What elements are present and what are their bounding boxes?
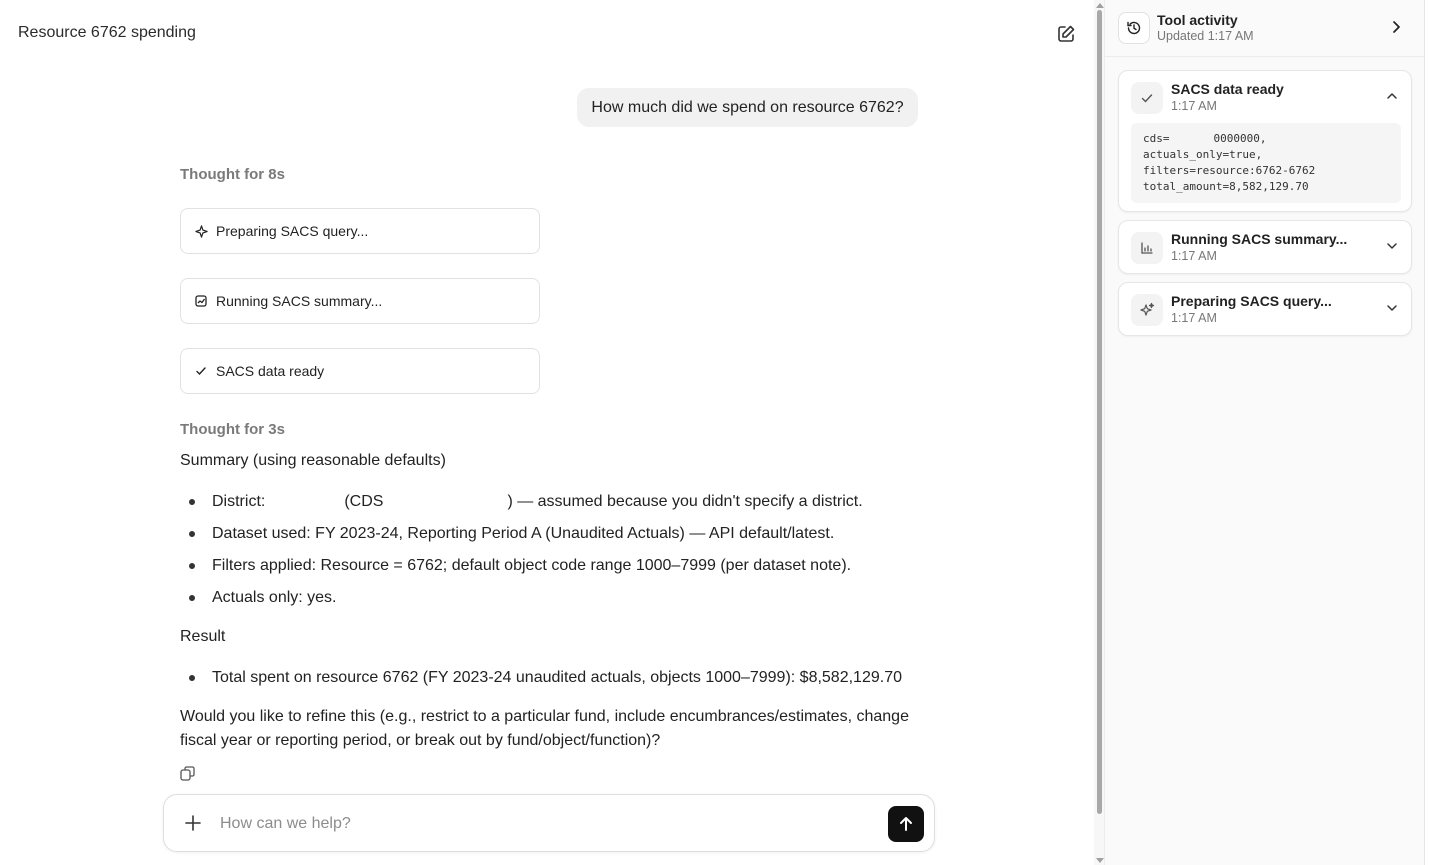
scroll-up-arrow-icon[interactable] (1096, 2, 1104, 8)
tool-activity-panel (1104, 0, 1425, 865)
summary-heading: Summary (using reasonable defaults) (180, 452, 446, 469)
tool-output (1131, 123, 1401, 203)
send-button[interactable] (888, 806, 924, 842)
thought-duration: Thought for 3s (180, 421, 285, 438)
step-data-ready[interactable] (180, 348, 540, 394)
card-title: SACS data ready (1171, 81, 1284, 97)
chevron-up-icon[interactable] (1385, 89, 1399, 103)
add-attachment-button[interactable] (182, 812, 204, 834)
followup-question: Would you like to refine this (e.g., restrict to a particular fund, include encumbrances/estimates, change fiscal year or reporting period, or break out by fund/object/function)? (180, 708, 909, 749)
step-label: SACS data ready (216, 363, 325, 379)
panel-header (1105, 0, 1425, 57)
scrollbar-thumb[interactable] (1097, 10, 1102, 814)
tool-card-running-summary[interactable] (1118, 220, 1412, 274)
cds-value: 0000000, (1213, 132, 1267, 145)
result-heading: Result (180, 628, 226, 645)
chevron-down-icon[interactable] (1385, 301, 1399, 315)
step-label: Running SACS summary... (216, 293, 383, 309)
check-icon (1131, 82, 1163, 114)
list-item: Total spent on resource 6762 (FY 2023-24 unaudited actuals, objects 1000–7999): $8,582,129.70 (180, 668, 902, 700)
message-input[interactable] (218, 809, 882, 839)
list-item: Filters applied: Resource = 6762; default object code range 1000–7999 (per dataset note). (180, 556, 863, 588)
filters-line: filters=resource:6762-6762 (1143, 164, 1316, 177)
panel-title: Tool activity (1157, 12, 1238, 28)
copy-button[interactable] (179, 765, 197, 783)
summary-list (180, 492, 863, 620)
district-note: ) — assumed because you didn't specify a district. (507, 493, 863, 510)
cds-label: cds= (1143, 132, 1170, 145)
edit-icon (1056, 24, 1076, 44)
card-title: Running SACS summary... (1171, 231, 1348, 247)
edit-title-button[interactable] (1054, 22, 1078, 46)
card-time: 1:17 AM (1171, 311, 1217, 325)
chart-icon (1131, 232, 1163, 264)
composer (163, 794, 935, 852)
plus-icon (182, 812, 204, 834)
chevron-right-icon (1388, 19, 1404, 35)
card-title: Preparing SACS query... (1171, 293, 1332, 309)
user-message: How much did we spend on resource 6762? (577, 88, 918, 127)
tool-card-preparing-query[interactable] (1118, 282, 1412, 336)
panel-updated: Updated 1:17 AM (1157, 29, 1254, 43)
tool-card-data-ready[interactable] (1118, 70, 1412, 212)
check-icon (194, 364, 208, 378)
total-line: total_amount=8,582,129.70 (1143, 180, 1309, 193)
step-preparing-query[interactable] (180, 208, 540, 254)
chevron-down-icon[interactable] (1385, 239, 1399, 253)
card-time: 1:17 AM (1171, 249, 1217, 263)
window-edge (1424, 0, 1429, 865)
scroll-down-arrow-icon[interactable] (1096, 858, 1104, 864)
thought-duration: Thought for 8s (180, 166, 285, 183)
history-icon (1118, 12, 1150, 44)
result-list (180, 668, 902, 700)
card-time: 1:17 AM (1171, 99, 1217, 113)
arrow-up-icon (897, 815, 915, 833)
collapse-panel-button[interactable] (1388, 19, 1404, 35)
chart-icon (194, 294, 208, 308)
copy-icon (179, 765, 196, 782)
list-item: Actuals only: yes. (180, 588, 863, 620)
sparkle-icon (194, 224, 208, 238)
actuals-line: actuals_only=true, (1143, 148, 1263, 161)
district-label: District: (212, 493, 266, 510)
list-item: Dataset used: FY 2023-24, Reporting Period A (Unaudited Actuals) — API default/latest. (180, 524, 863, 556)
step-label: Preparing SACS query... (216, 223, 369, 239)
sparkle-icon (1131, 294, 1163, 326)
district-cds-label: (CDS (344, 493, 384, 510)
page-title: Resource 6762 spending (18, 24, 196, 41)
list-item (180, 492, 863, 524)
step-running-summary[interactable] (180, 278, 540, 324)
